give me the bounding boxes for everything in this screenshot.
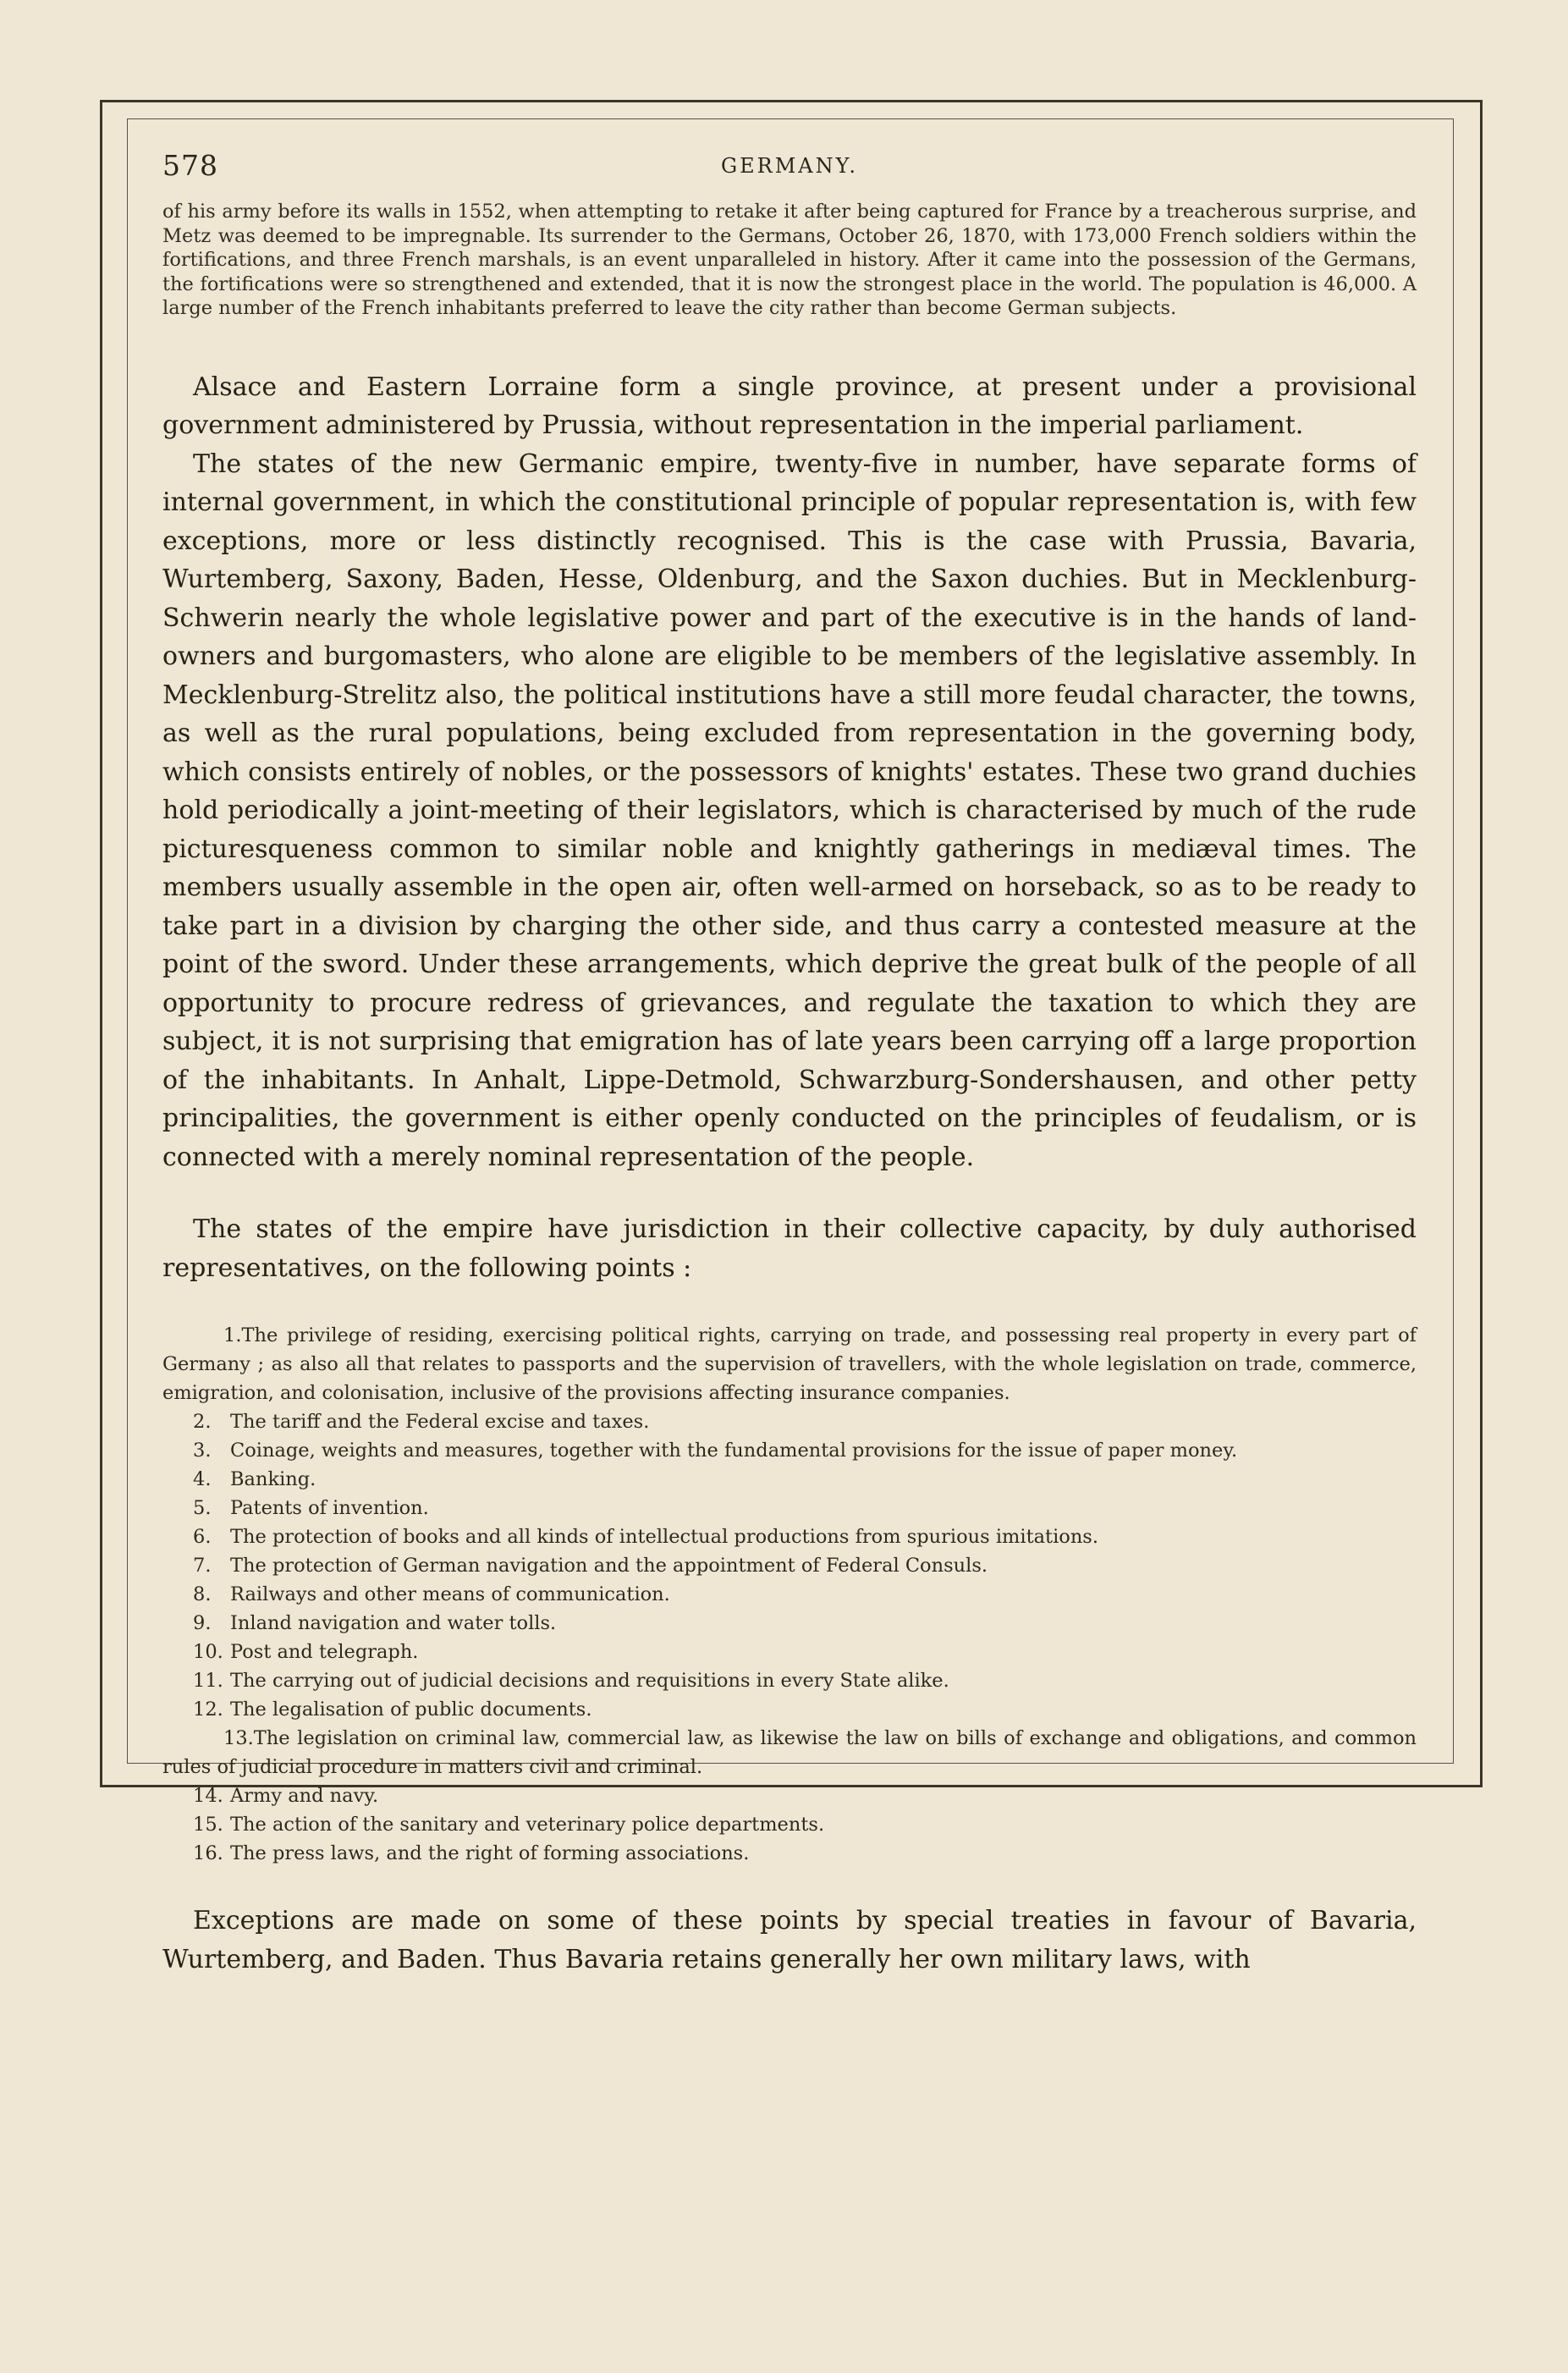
paragraph-exceptions: Exceptions are made on some of these points by special treaties in favour of Bavaria, Wurtemberg, and Baden. Thus Bavaria retains generally her own military laws, with	[162, 1906, 1417, 1974]
item-text: The legislation on criminal law, commercial law, as likewise the law on bills of exchange and obligations, and common rules of judicial procedure in matters civil and criminal.	[162, 1727, 1417, 1778]
list-item	[162, 1781, 1417, 1810]
paragraph-states: The states of the new Germanic empire, twenty-five in number, have separate forms of internal government, in which the constitutional principle of popular representation is, with few exceptions, more or less distinctly recognised. This is the case with Prussia, Bavaria, Wurtemberg, Saxony, Baden, Hesse, Oldenburg, and the Saxon duchies. But in Mecklenburg-Schwerin nearly the whole legislative power and part of the executive is in the hands of land-owners and burgomasters, who alone are eligible to be members of the legislative assembly. In Mecklenburg-Strelitz also, the political institutions have a still more feudal character, the towns, as well as the rural populations, being excluded from representation in the governing body, which consists entirely of nobles, or the possessors of knights' estates. These two grand duchies hold periodically a joint-meeting of their legislators, which is characterised by much of the rude picturesqueness common to similar noble and knightly gatherings in mediæval times. The members usually assemble in the open air, often well-armed on horseback, so as to be ready to take part in a division by charging the other side, and thus carry a contested measure at the point of the sword. Under these arrangements, which deprive the great bulk of the people of all opportunity to procure redress of grievances, and regulate the taxation to which they are subject, it is not surprising that emigration has of late years been carrying off a large proportion of the inhabitants. In Anhalt, Lippe-Detmold, Schwarzburg-Sondershausen, and other petty principalities, the government is either openly conducted on the principles of feudalism, or is connected with a merely nominal representation of the people.	[162, 449, 1417, 1172]
item-text: The press laws, and the right of forming associations.	[230, 1842, 750, 1864]
item-number: 1.	[223, 1324, 242, 1346]
points-list	[162, 1321, 1417, 1868]
intro-paragraph: of his army before its walls in 1552, when attempting to retake it after being captured for France by a treacherous surprise, and Metz was deemed to be impregnable. Its surrender to the Germans, October 26, 1870, with 173,000 French soldiers within the fortifications, and three French marshals, is an event unparalleled in history. After it came into the possession of the Germans, the fortifications were so strengthened and extended, that it is now the strongest place in the world. The population is 46,000. A large number of the French inhabitants preferred to leave the city rather than become German subjects.	[162, 201, 1417, 319]
list-item	[162, 1522, 1417, 1551]
list-item	[162, 1839, 1417, 1868]
list-item	[162, 1465, 1417, 1494]
item-number: 12.	[193, 1699, 223, 1721]
list-item	[162, 1724, 1417, 1781]
item-number: 16.	[193, 1842, 223, 1864]
item-number: 2.	[193, 1411, 212, 1433]
item-text: Post and telegraph.	[230, 1641, 419, 1663]
item-number: 3.	[193, 1440, 212, 1462]
item-text: The action of the sanitary and veterinary police departments.	[230, 1814, 825, 1836]
list-item	[162, 1609, 1417, 1638]
item-text: The protection of German navigation and the appointment of Federal Consuls.	[230, 1555, 988, 1577]
item-text: The carrying out of judicial decisions and requisitions in every State alike.	[230, 1670, 949, 1692]
item-number: 4.	[193, 1468, 212, 1490]
item-number: 11.	[193, 1670, 223, 1692]
item-text: Inland navigation and water tolls.	[230, 1612, 557, 1634]
list-item	[162, 1638, 1417, 1666]
item-text: The privilege of residing, exercising political rights, carrying on trade, and possessing real property in every part of Germany ; as also all that relates to passports and the supervision of travellers, with the whole legislation on trade, commerce, emigration, and colonisation, inclusive of the provisions affecting insurance companies.	[162, 1324, 1417, 1404]
item-text: The tariff and the Federal excise and taxes.	[230, 1411, 650, 1433]
item-number: 10.	[193, 1641, 223, 1663]
item-number: 5.	[193, 1497, 212, 1519]
item-text: Coinage, weights and measures, together with the fundamental provisions for the issue of paper money.	[230, 1440, 1238, 1462]
list-item	[162, 1551, 1417, 1580]
page-content	[162, 149, 1417, 1979]
item-number: 7.	[193, 1555, 212, 1577]
item-text: Banking.	[230, 1468, 316, 1490]
item-text: The legalisation of public documents.	[230, 1699, 592, 1721]
item-number: 13.	[223, 1727, 254, 1749]
item-number: 9.	[193, 1612, 212, 1634]
list-item	[162, 1494, 1417, 1522]
page-number: 578	[162, 149, 218, 182]
item-number: 14.	[193, 1785, 223, 1807]
list-item	[162, 1321, 1417, 1407]
item-number: 15.	[193, 1814, 223, 1836]
paragraph-jurisdiction: The states of the empire have jurisdiction in their collective capacity, by duly authorised representatives, on the following points :	[162, 1214, 1417, 1283]
item-text: Railways and other means of communication.	[230, 1583, 670, 1605]
list-item	[162, 1580, 1417, 1609]
item-text: Army and navy.	[230, 1785, 379, 1807]
running-head: GERMANY.	[720, 154, 859, 178]
list-item	[162, 1695, 1417, 1724]
item-text: Patents of invention.	[230, 1497, 429, 1519]
page-header	[162, 149, 1417, 200]
list-item	[162, 1666, 1417, 1695]
item-number: 6.	[193, 1526, 212, 1548]
list-item	[162, 1810, 1417, 1839]
paragraph-alsace: Alsace and Eastern Lorraine form a single province, at present under a provisional government administered by Prussia, without representation in the imperial parliament.	[162, 372, 1417, 440]
item-text: The protection of books and all kinds of intellectual productions from spurious imitations.	[230, 1526, 1099, 1548]
item-number: 8.	[193, 1583, 212, 1605]
list-item	[162, 1407, 1417, 1436]
list-item	[162, 1436, 1417, 1465]
